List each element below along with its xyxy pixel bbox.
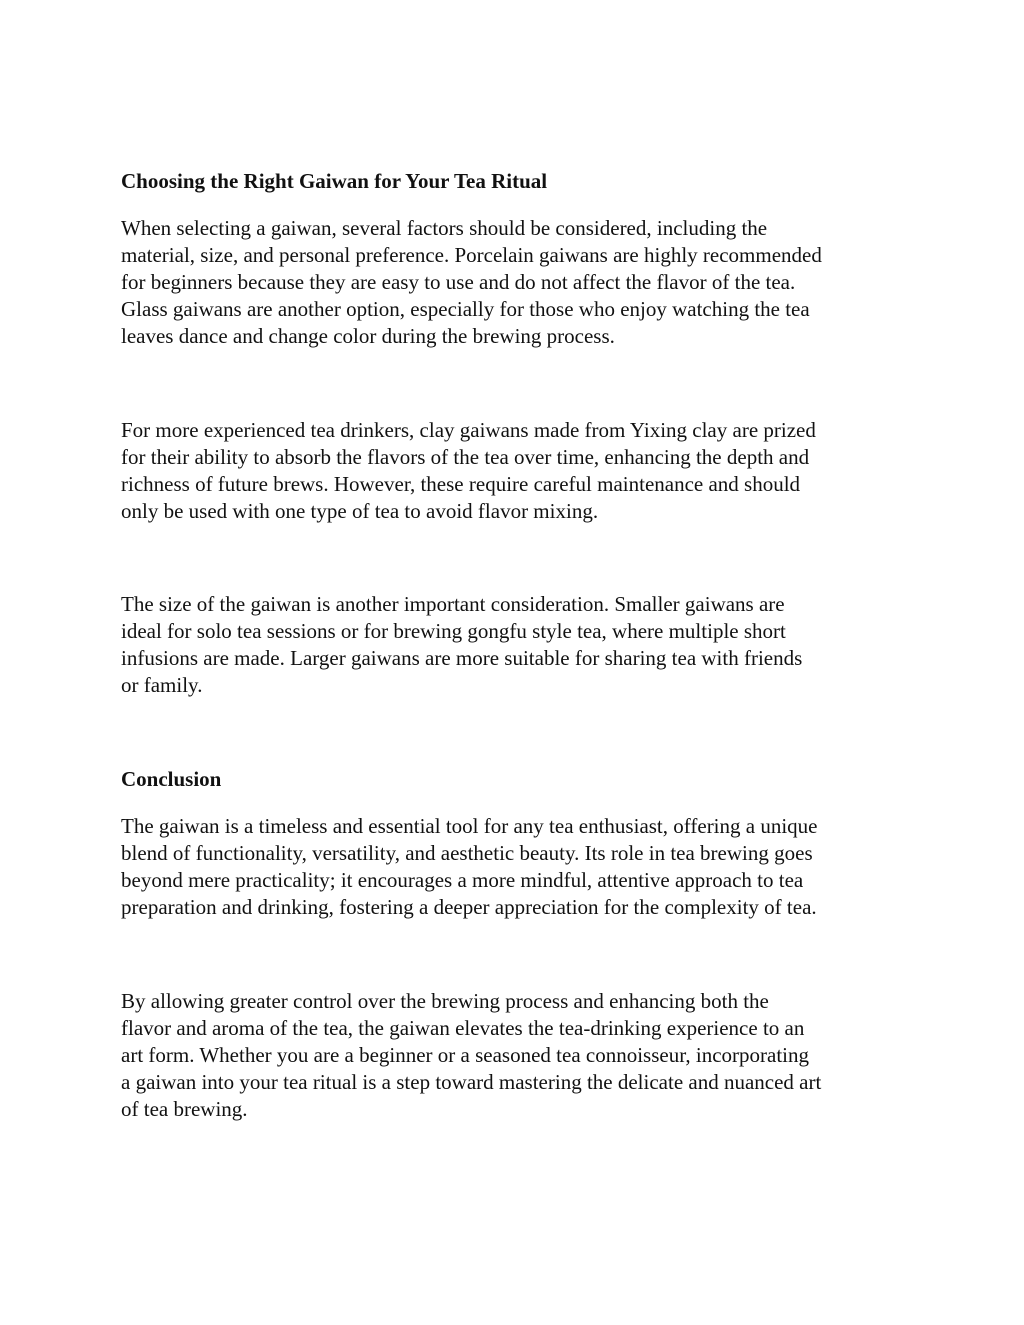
paragraph-conclusion-timeless: The gaiwan is a timeless and essential tool for any tea enthusiast, offering a unique blend of functionality, versatility, and aesthetic beauty. Its role in tea brewing goes beyond mere practicality; it encourages a more mindful, attentive approach to tea preparation and drinking, fostering a deeper appreciation for the complexity of tea. (121, 814, 818, 919)
paragraph-clay-gaiwans: For more experienced tea drinkers, clay gaiwans made from Yixing clay are prized for their ability to absorb the flavors of the tea over time, enhancing the depth and richness of future brews. However, these require careful maintenance and should only be used with one type of tea to avoid flavor mixing. (121, 418, 816, 523)
section-heading-conclusion: Conclusion (121, 767, 222, 791)
paragraph-selecting-gaiwan: When selecting a gaiwan, several factors should be considered, including the material, size, and personal preference. Porcelain gaiwans are highly recommended for beginners because they are easy to use and do not affect the flavor of the tea. Glass gaiwans are another option, especially for those who enjoy watching the tea leaves dance and change color during the brewing process. (121, 216, 822, 348)
paragraph-gaiwan-size: The size of the gaiwan is another important consideration. Smaller gaiwans are ideal for solo tea sessions or for brewing gongfu style tea, where multiple short infusions are made. Larger gaiwans are more suitable for sharing tea with friends or family. (121, 592, 803, 697)
section-heading-choosing-gaiwan: Choosing the Right Gaiwan for Your Tea Ritual (121, 169, 548, 193)
paragraph-conclusion-control: By allowing greater control over the brewing process and enhancing both the flavor and aroma of the tea, the gaiwan elevates the tea-drinking experience to an art form. Whether you are a beginner or a seasoned tea connoisseur, incorporating a gaiwan into your tea ritual is a step toward mastering the delicate and nuanced art of tea brewing. (121, 989, 822, 1121)
